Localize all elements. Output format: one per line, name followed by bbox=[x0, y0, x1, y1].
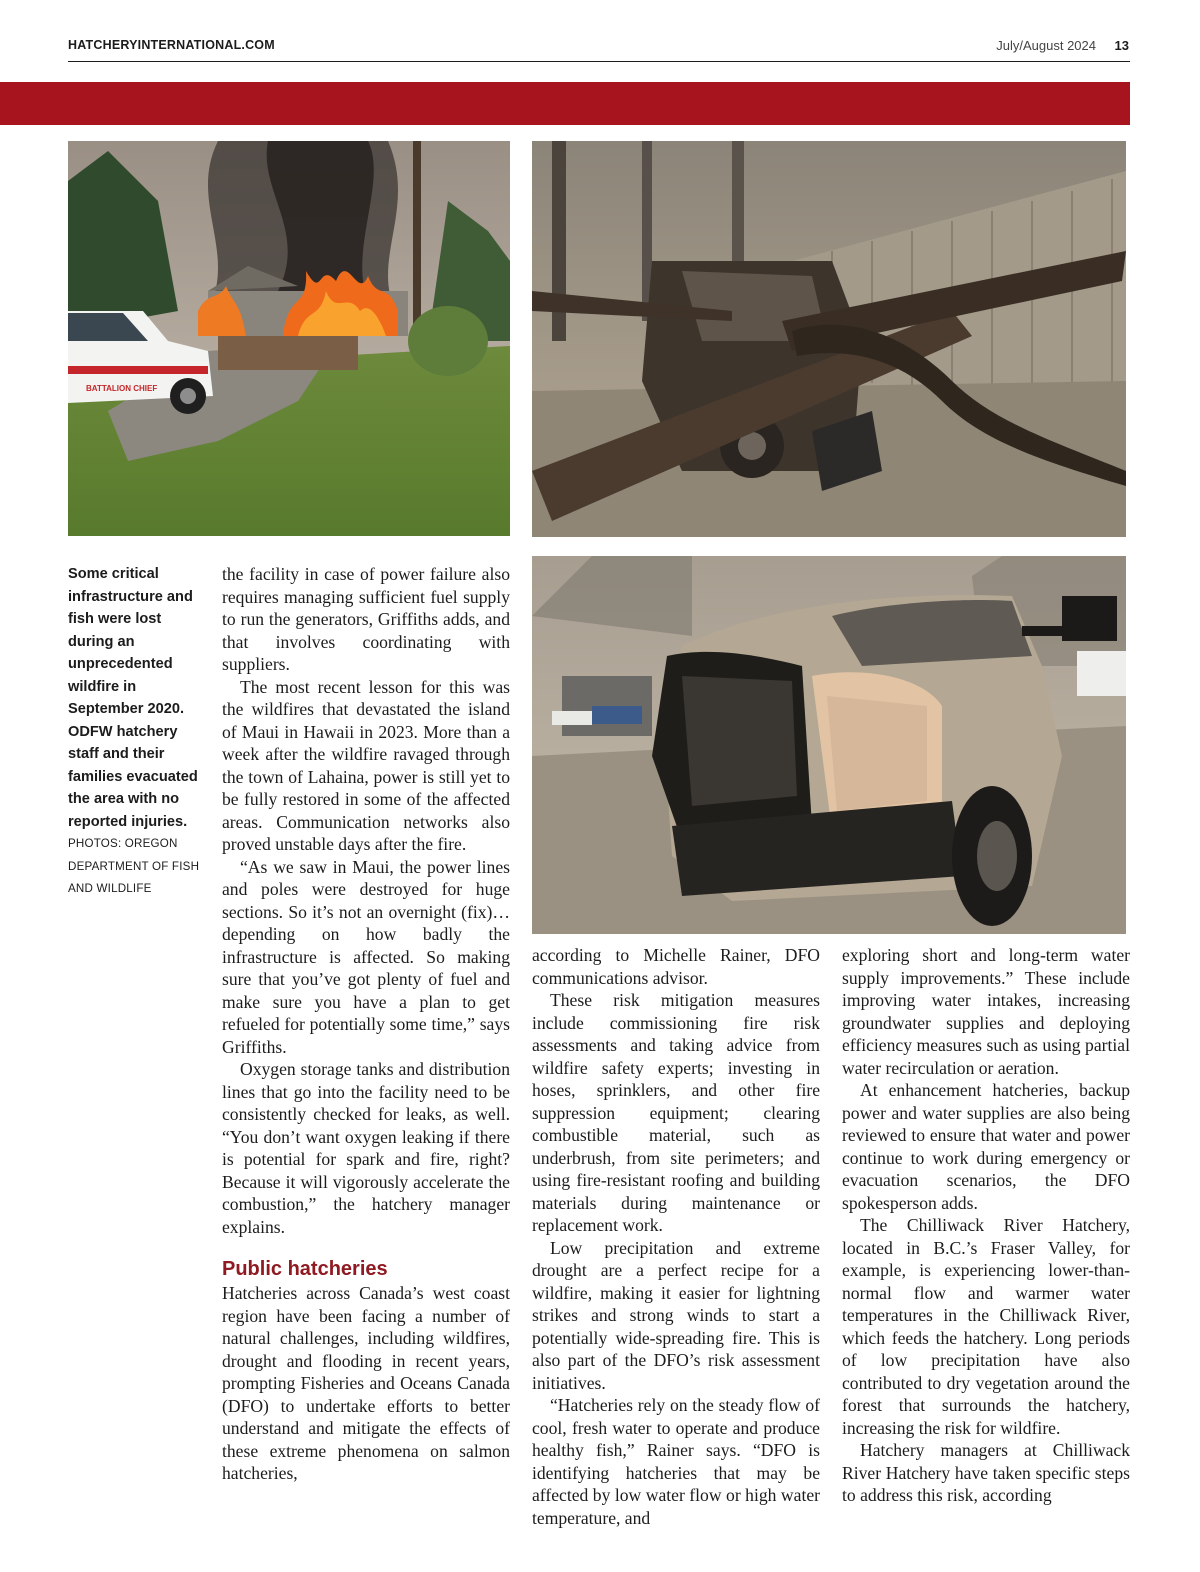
truck-label: BATTALION CHIEF bbox=[86, 384, 158, 393]
paragraph: At enhancement hatcheries, backup power and water supplies are also being reviewed to ensure that water and power continue to work during emergency or evacuation scenarios, the DFO spokesperson adds. bbox=[842, 1080, 1130, 1213]
paragraph: the facility in case of power failure also requires managing sufficient fuel supply to run the generators, Griffiths adds, and that involves coordinating with suppliers. bbox=[222, 564, 510, 674]
article-column-1 bbox=[222, 563, 510, 1485]
paragraph: “As we saw in Maui, the power lines and poles were destroyed for huge sections. So it’s not an overnight (fix)… depending on how badly the infrastructure is affected. So making sure that you’ve got plenty of fuel and make sure you have a plan to get refueled for potentially some time,” says Griffiths. bbox=[222, 856, 510, 1057]
page-number: 13 bbox=[1114, 38, 1129, 53]
burned-truck-photo bbox=[532, 141, 1126, 537]
photo-credit: PHOTOS: OREGON DEPARTMENT OF FISH AND WILDLIFE bbox=[68, 837, 200, 895]
photo-caption bbox=[68, 563, 208, 901]
site-name: HATCHERYINTERNATIONAL.COM bbox=[68, 38, 275, 52]
damaged-pickup-photo bbox=[532, 556, 1126, 934]
article-column-2 bbox=[532, 944, 820, 1529]
article-column-3 bbox=[842, 944, 1130, 1507]
paragraph: Oxygen storage tanks and distribution lines that go into the facility need to be consistently checked for leaks, as well. “You don’t want oxygen leaking if there is potential for spark and fire, right? Because it will vigorously accelerate the combustion,” the hatchery manager explains. bbox=[222, 1059, 510, 1237]
paragraph: Low precipitation and extreme drought are a perfect recipe for a wildfire, making it easier for lightning strikes and strong winds to start a potentially wide-spreading fire. This is also part of the DFO’s risk assessment initiatives. bbox=[532, 1237, 820, 1393]
paragraph: The most recent lesson for this was the wildfires that devastated the island of Maui in Hawaii in 2023. More than a week after the wildfire ravaged through the town of Lahaina, power is still yet to be fully restored in some of the affected areas. Communication networks also proved unstable days after the fire. bbox=[222, 676, 510, 854]
section-banner bbox=[0, 82, 1130, 125]
paragraph: Hatcheries across Canada’s west coast region have been facing a number of natural challenges, including wildfires, drought and flooding in recent years, prompting Fisheries and Oceans Canada (DFO) to undertake efforts to better understand and mitigate the effects of these extreme phenomena on salmon hatcheries, bbox=[222, 1283, 510, 1483]
section-subhead: Public hatcheries bbox=[222, 1258, 388, 1280]
header-rule bbox=[68, 61, 1130, 62]
paragraph: exploring short and long-term water supply improvements.” These include improving water intakes, increasing groundwater supplies and deploying efficiency measures such as using partial water recirculation or aeration. bbox=[842, 945, 1130, 1078]
paragraph: according to Michelle Rainer, DFO communications advisor. bbox=[532, 945, 820, 988]
paragraph: These risk mitigation measures include commissioning fire risk assessments and taking advice from wildfire safety experts; investing in hoses, sprinklers, and other fire suppression equipment; clearing combustible material, such as underbrush, from site perimeters; and using fire-resistant roofing and building materials during maintenance or replacement work. bbox=[532, 990, 820, 1235]
paragraph: “Hatcheries rely on the steady flow of cool, fresh water to operate and produce healthy fish,” Rainer says. “DFO is identifying hatcheries that may be affected by low water flow or high water temperature, and bbox=[532, 1395, 820, 1528]
fire-scene-photo bbox=[68, 141, 510, 536]
paragraph: The Chilliwack River Hatchery, located in B.C.’s Fraser Valley, for example, is experiencing lower-than-normal flow and warmer water temperatures in the Chilliwack River, which feeds the hatchery. Long periods of low precipitation have also contributed to dry vegetation around the forest that surrounds the hatchery, increasing the risk for wildfire. bbox=[842, 1215, 1130, 1438]
paragraph: Hatchery managers at Chilliwack River Hatchery have taken specific steps to address this risk, according bbox=[842, 1440, 1130, 1505]
issue-date: July/August 2024 bbox=[996, 38, 1096, 53]
caption-text: Some critical infrastructure and fish were lost during an unprecedented wildfire in September 2020. ODFW hatchery staff and their families evacuated the area with no reported injuries. bbox=[68, 566, 198, 830]
